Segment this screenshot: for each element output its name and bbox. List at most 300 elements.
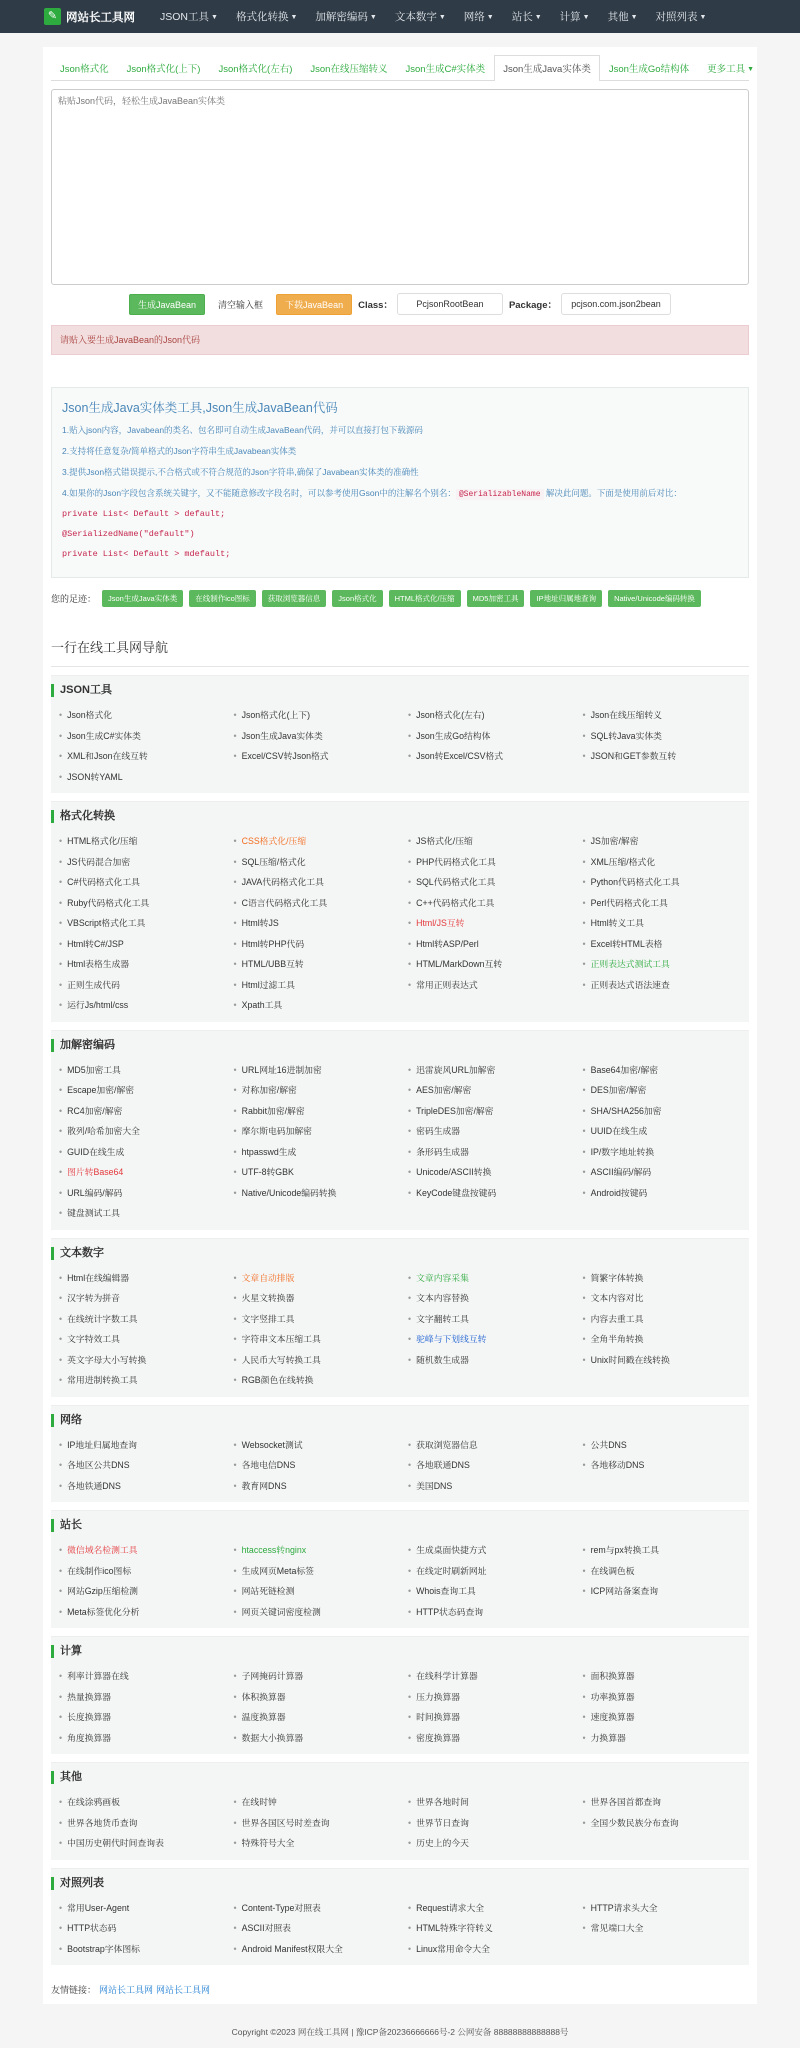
tool-link[interactable] (226, 1288, 401, 1309)
nav-item[interactable] (306, 9, 385, 24)
tool-link[interactable] (400, 1329, 575, 1350)
tool-link-label: XML压缩/格式化 (590, 856, 656, 867)
description-line: 3.提供Json格式错误提示,不合格式或不符合规范的Json字符串,确保了Javabean实体类的准确性 (62, 467, 419, 477)
tool-link[interactable] (400, 1435, 575, 1456)
tool-link[interactable] (575, 1268, 750, 1289)
tool-link[interactable] (226, 1142, 401, 1163)
tool-link-label: 美国DNS (416, 1480, 453, 1491)
tool-link[interactable] (226, 1080, 401, 1101)
bullet-icon: • (408, 1732, 412, 1743)
history-chip[interactable]: MD5加密工具 (467, 590, 525, 607)
tool-link[interactable] (400, 1121, 575, 1142)
tool-link[interactable] (226, 1666, 401, 1687)
tool-link[interactable] (400, 1728, 575, 1749)
tool-link[interactable] (400, 934, 575, 955)
bullet-icon: • (233, 1439, 237, 1450)
nav-item[interactable] (503, 9, 551, 24)
tool-link[interactable] (575, 1666, 750, 1687)
tool-link[interactable] (226, 1602, 401, 1623)
tool-link-label: htaccess转nginx (241, 1545, 307, 1555)
tool-link[interactable] (51, 767, 226, 788)
tool-link[interactable] (226, 1370, 401, 1391)
tool-link[interactable] (51, 1540, 226, 1561)
tool-link[interactable] (226, 1833, 401, 1854)
tool-link[interactable] (400, 1602, 575, 1623)
tool-link[interactable] (51, 1060, 226, 1081)
tool-link[interactable] (575, 852, 750, 873)
history-label: 您的足迹： (51, 594, 97, 604)
tool-link[interactable] (226, 934, 401, 955)
bullet-icon: • (408, 1126, 412, 1136)
tool-link[interactable] (51, 746, 226, 767)
tool-link-label: 力换算器 (590, 1732, 626, 1743)
tool-link[interactable] (51, 934, 226, 955)
tool-link[interactable] (226, 746, 401, 767)
bullet-icon: • (59, 1293, 63, 1303)
section-title: 对照列表 (51, 1877, 749, 1890)
tool-link-label: Json格式化 (67, 710, 113, 720)
friend-link[interactable]: 网站长工具网 (156, 1985, 211, 1995)
package-name-input[interactable] (561, 293, 671, 315)
class-label: Class： (358, 300, 393, 311)
nav-item[interactable] (647, 9, 716, 24)
tool-link[interactable] (400, 1162, 575, 1183)
tool-link[interactable] (400, 831, 575, 852)
bullet-icon: • (582, 1064, 586, 1075)
tool-link[interactable] (400, 1183, 575, 1204)
tool-link-label: AES加密/解密 (416, 1085, 472, 1095)
download-javabean-button[interactable]: 下载JavaBean (276, 294, 352, 315)
bullet-icon: • (582, 1691, 586, 1702)
tool-link[interactable] (575, 705, 750, 726)
bullet-icon: • (233, 1480, 237, 1491)
tool-link-label: 利率计算器在线 (67, 1671, 129, 1681)
tool-link-label: 正则表达式语法速查 (590, 979, 670, 990)
bullet-icon: • (233, 1126, 237, 1136)
tool-link[interactable] (400, 1476, 575, 1497)
tab-7[interactable] (600, 55, 698, 81)
tool-link[interactable] (226, 705, 401, 726)
history-chip[interactable]: Native/Unicode编码转换 (608, 590, 701, 607)
tool-link-label: 随机数生成器 (416, 1354, 469, 1365)
bullet-icon: • (233, 710, 237, 720)
tool-link[interactable] (575, 934, 750, 955)
tool-link[interactable] (51, 1602, 226, 1623)
tool-link[interactable] (226, 1581, 401, 1602)
tool-link[interactable] (226, 1939, 401, 1960)
tool-link[interactable] (51, 1162, 226, 1183)
history-chip[interactable]: 获取浏览器信息 (262, 590, 327, 607)
tool-link-label: 网页关键词密度检测 (241, 1606, 321, 1617)
tool-link[interactable] (400, 1101, 575, 1122)
wrench-icon: ✎ (44, 8, 61, 25)
tool-link[interactable] (400, 1455, 575, 1476)
bullet-icon: • (59, 1817, 63, 1828)
nav-item[interactable] (386, 9, 455, 24)
tool-link-label: 特殊符号大全 (241, 1838, 295, 1848)
tool-link-label: 常用正则表达式 (416, 979, 478, 990)
json-input[interactable] (51, 89, 749, 285)
tool-link[interactable] (400, 872, 575, 893)
nav-item[interactable] (599, 9, 647, 24)
tool-link-label: HTTP状态码 (67, 1923, 117, 1933)
bullet-icon: • (408, 1293, 412, 1303)
tool-link[interactable] (51, 1939, 226, 1960)
tool-grid (51, 1898, 749, 1960)
tool-link[interactable] (575, 872, 750, 893)
nav-item-label: JSON工具 (160, 11, 210, 23)
tab-3[interactable] (209, 55, 301, 81)
tool-link[interactable] (226, 831, 401, 852)
tool-link[interactable] (400, 954, 575, 975)
tool-link[interactable] (226, 1540, 401, 1561)
bullet-icon: • (59, 1126, 63, 1136)
clear-input-button[interactable]: 清空输入框 (209, 294, 272, 315)
tool-link[interactable] (575, 1792, 750, 1813)
tool-link[interactable] (51, 1080, 226, 1101)
tool-link[interactable] (226, 872, 401, 893)
tool-link[interactable] (51, 1183, 226, 1204)
tool-link-label: 全角半角转换 (590, 1334, 644, 1344)
tool-link[interactable] (226, 1918, 401, 1939)
tool-link[interactable] (226, 1728, 401, 1749)
tool-link[interactable] (400, 913, 575, 934)
tool-link[interactable] (400, 1080, 575, 1101)
tool-link[interactable] (575, 1060, 750, 1081)
history-chip[interactable]: 在线制作ico图标 (189, 590, 256, 607)
bullet-icon: • (582, 1586, 586, 1596)
nav-item-label: 格式化转换 (235, 11, 289, 23)
bullet-icon: • (408, 1565, 412, 1576)
tool-link-label: Android Manifest权限大全 (241, 1943, 343, 1954)
tool-link[interactable] (226, 1268, 401, 1289)
class-name-input[interactable] (397, 293, 503, 315)
tool-link[interactable] (575, 1918, 750, 1939)
tool-link[interactable] (400, 1687, 575, 1708)
tool-link[interactable] (51, 1666, 226, 1687)
tool-link[interactable] (400, 1833, 575, 1854)
tool-link[interactable] (51, 1687, 226, 1708)
tool-link[interactable] (400, 1350, 575, 1371)
tool-link[interactable] (226, 1329, 401, 1350)
tool-link[interactable] (575, 1435, 750, 1456)
tool-link[interactable] (575, 954, 750, 975)
tool-link[interactable] (400, 1060, 575, 1081)
tool-link[interactable] (400, 726, 575, 747)
bullet-icon: • (233, 1671, 237, 1681)
tool-link[interactable] (51, 1476, 226, 1497)
tool-section (51, 1510, 749, 1628)
tool-link[interactable] (400, 705, 575, 726)
tool-link-label: Android按键码 (590, 1187, 648, 1198)
tool-link[interactable] (575, 726, 750, 747)
tool-link-label: Json生成Java实体类 (241, 730, 323, 741)
tool-link[interactable] (226, 1455, 401, 1476)
tool-link[interactable] (226, 1687, 401, 1708)
nav-item[interactable] (151, 9, 227, 24)
tool-link[interactable] (51, 1813, 226, 1834)
tool-link-label: 在线定时刷新网址 (416, 1565, 487, 1576)
tool-link-label: Xpath工具 (241, 1000, 283, 1010)
tool-link[interactable] (575, 1329, 750, 1350)
tool-link-label: URL网址16进制加密 (241, 1064, 322, 1075)
tool-link[interactable] (400, 1142, 575, 1163)
tool-link[interactable] (226, 954, 401, 975)
bullet-icon: • (408, 918, 412, 928)
tool-link[interactable] (226, 975, 401, 996)
tab-label: Json生成Java实体类 (503, 64, 591, 75)
tool-section (51, 1868, 749, 1966)
tool-link[interactable] (51, 995, 226, 1016)
tool-link[interactable] (400, 1288, 575, 1309)
tool-link[interactable] (575, 1898, 750, 1919)
tool-link-label: Base64加密/解密 (590, 1064, 659, 1075)
tab-5[interactable] (396, 55, 494, 81)
bullet-icon: • (582, 1902, 586, 1913)
tool-link[interactable] (226, 1183, 401, 1204)
tool-link-label: Html转C#/JSP (67, 938, 124, 949)
tool-link[interactable] (575, 1455, 750, 1476)
tool-link[interactable] (575, 893, 750, 914)
tab-1[interactable] (51, 55, 118, 81)
tool-link[interactable] (400, 975, 575, 996)
tool-link[interactable] (575, 1183, 750, 1204)
tool-link[interactable] (51, 1350, 226, 1371)
bullet-icon: • (233, 730, 237, 741)
tool-link[interactable] (400, 852, 575, 873)
tool-link[interactable] (575, 1561, 750, 1582)
tool-link[interactable] (226, 1435, 401, 1456)
tool-grid (51, 1435, 749, 1497)
tool-link[interactable] (226, 1101, 401, 1122)
tool-link[interactable] (575, 1101, 750, 1122)
tool-link[interactable] (51, 1309, 226, 1330)
tool-link[interactable] (575, 975, 750, 996)
tool-link[interactable] (51, 1288, 226, 1309)
tool-link-label: 散列/哈希加密大全 (67, 1126, 140, 1136)
history-chip[interactable]: Json生成Java实体类 (102, 590, 183, 607)
bullet-icon: • (233, 1354, 237, 1365)
nav-item[interactable] (455, 9, 503, 24)
tool-link[interactable] (51, 1561, 226, 1582)
tool-link-label: DES加密/解密 (590, 1085, 647, 1095)
caret-down-icon: ▼ (699, 13, 707, 21)
friend-link[interactable]: 网站长工具网 (99, 1985, 154, 1995)
tool-link[interactable] (575, 1687, 750, 1708)
tool-link-label: 世界节日查询 (416, 1817, 469, 1828)
tool-link-label: 密度换算器 (416, 1732, 461, 1743)
annotation-code: @SerializableName (456, 489, 544, 500)
tool-link[interactable] (400, 1792, 575, 1813)
nav-item[interactable] (551, 9, 599, 24)
tool-link-label: HTML特殊字符转义 (416, 1923, 493, 1933)
tool-link[interactable] (226, 1309, 401, 1330)
tool-link-label: XML和Json在线互转 (67, 751, 148, 761)
tool-link[interactable] (51, 1792, 226, 1813)
tool-link[interactable] (400, 1918, 575, 1939)
tool-link[interactable] (400, 1540, 575, 1561)
tool-link[interactable] (400, 1309, 575, 1330)
tool-link[interactable] (51, 1728, 226, 1749)
tool-link-label: 各地联通DNS (416, 1460, 470, 1470)
tab-8[interactable] (698, 55, 763, 81)
tool-link-label: 在线时钟 (241, 1797, 277, 1807)
bullet-icon: • (59, 1460, 63, 1470)
tool-link[interactable] (400, 893, 575, 914)
tool-link[interactable] (575, 1288, 750, 1309)
tool-link[interactable] (51, 1101, 226, 1122)
history-chip[interactable]: HTML格式化/压缩 (389, 590, 461, 607)
tab-6[interactable] (494, 55, 600, 81)
tool-link-label: 在线涂鸦画板 (67, 1797, 120, 1807)
bullet-icon: • (59, 1732, 63, 1743)
bullet-icon: • (408, 938, 412, 949)
tool-link[interactable] (51, 1707, 226, 1728)
bullet-icon: • (582, 979, 586, 990)
tool-link[interactable] (226, 1707, 401, 1728)
tool-link[interactable] (51, 852, 226, 873)
tool-link[interactable] (51, 1121, 226, 1142)
tool-link[interactable] (575, 1728, 750, 1749)
tool-link-label: 历史上的今天 (416, 1838, 469, 1848)
tool-link[interactable] (575, 746, 750, 767)
tool-link[interactable] (226, 1121, 401, 1142)
tool-link-label: MD5加密工具 (67, 1064, 121, 1075)
tool-link[interactable] (575, 1309, 750, 1330)
tool-link[interactable] (226, 1060, 401, 1081)
tab-label: Json在线压缩转义 (310, 64, 388, 75)
tool-link[interactable] (226, 1813, 401, 1834)
tool-link[interactable] (51, 1581, 226, 1602)
tool-link[interactable] (226, 1898, 401, 1919)
tool-link-label: Perl代码格式化工具 (590, 897, 668, 908)
caret-down-icon: ▼ (582, 13, 590, 21)
tool-link[interactable] (575, 831, 750, 852)
tool-link[interactable] (400, 1707, 575, 1728)
tool-link[interactable] (575, 1707, 750, 1728)
tab-4[interactable] (301, 55, 396, 81)
tool-link[interactable] (575, 1581, 750, 1602)
tool-section (51, 801, 749, 1022)
tool-link-label: 正则生成代码 (67, 979, 120, 990)
tool-link[interactable] (226, 995, 401, 1016)
tool-link[interactable] (51, 831, 226, 852)
tool-link-label: Html转JS (241, 918, 279, 928)
tool-link[interactable] (226, 1350, 401, 1371)
tool-link[interactable] (51, 1833, 226, 1854)
brand[interactable] (44, 8, 135, 25)
tool-link-label: 世界各国区号时差查询 (241, 1817, 330, 1828)
tool-link-label: 子网掩码计算器 (241, 1671, 304, 1681)
tool-link[interactable] (575, 1350, 750, 1371)
bullet-icon: • (408, 1105, 412, 1116)
tool-link-label: 文字特效工具 (67, 1334, 120, 1344)
tool-link[interactable] (575, 1540, 750, 1561)
bullet-icon: • (408, 1334, 412, 1344)
tool-link[interactable] (51, 1435, 226, 1456)
tool-link[interactable] (226, 852, 401, 873)
tool-link-label: 对称加密/解密 (241, 1085, 297, 1095)
tool-link[interactable] (400, 1268, 575, 1289)
tool-link-label: 角度换算器 (67, 1732, 112, 1743)
bullet-icon: • (59, 1208, 63, 1218)
tool-link[interactable] (51, 913, 226, 934)
generate-javabean-button[interactable]: 生成JavaBean (129, 294, 205, 315)
tool-link[interactable] (400, 1898, 575, 1919)
bullet-icon: • (582, 856, 586, 867)
tool-link[interactable] (226, 913, 401, 934)
tool-link[interactable] (400, 1939, 575, 1960)
tool-link[interactable] (226, 726, 401, 747)
tool-link[interactable] (51, 954, 226, 975)
tool-link[interactable] (51, 893, 226, 914)
tool-link[interactable] (51, 1918, 226, 1939)
tool-link[interactable] (575, 1813, 750, 1834)
tool-link[interactable] (51, 1203, 226, 1224)
tool-link[interactable] (575, 1121, 750, 1142)
tool-link[interactable] (226, 1561, 401, 1582)
tool-grid (51, 1540, 749, 1622)
tool-link[interactable] (51, 1898, 226, 1919)
tool-link[interactable] (400, 1561, 575, 1582)
tab-2[interactable] (118, 55, 210, 81)
bullet-icon: • (408, 897, 412, 908)
tool-link[interactable] (575, 1162, 750, 1183)
tool-link[interactable] (51, 1142, 226, 1163)
tool-link-label: ASCII编码/解码 (590, 1167, 652, 1177)
tool-link[interactable] (575, 1142, 750, 1163)
bullet-icon: • (582, 1923, 586, 1933)
bullet-icon: • (582, 1313, 586, 1324)
tool-link[interactable] (51, 975, 226, 996)
bullet-icon: • (59, 1712, 63, 1722)
tool-link[interactable] (400, 1813, 575, 1834)
tool-link[interactable] (51, 705, 226, 726)
history-chip[interactable]: Json格式化 (332, 590, 382, 607)
tool-link[interactable] (51, 1268, 226, 1289)
tool-link[interactable] (226, 1476, 401, 1497)
bullet-icon: • (59, 1923, 63, 1933)
tool-link-label: VBScript格式化工具 (67, 918, 146, 928)
bullet-icon: • (408, 1691, 412, 1702)
nav-item-label: 文本数字 (394, 11, 437, 23)
tool-link[interactable] (575, 1080, 750, 1101)
tool-grid (51, 705, 749, 787)
tool-link[interactable] (51, 726, 226, 747)
bullet-icon: • (233, 1923, 237, 1933)
tool-link[interactable] (575, 913, 750, 934)
tool-card (43, 47, 757, 2004)
tool-link-label: htpasswd生成 (241, 1146, 297, 1157)
tool-link[interactable] (51, 1370, 226, 1391)
tool-link[interactable] (400, 1581, 575, 1602)
history-chip[interactable]: IP地址归属地查询 (530, 590, 602, 607)
tool-section (51, 1238, 749, 1397)
tool-link[interactable] (226, 893, 401, 914)
tool-link[interactable] (400, 746, 575, 767)
tool-link[interactable] (226, 1792, 401, 1813)
bullet-icon: • (582, 877, 586, 887)
tool-link[interactable] (51, 1455, 226, 1476)
tool-link[interactable] (400, 1666, 575, 1687)
tool-link[interactable] (51, 1329, 226, 1350)
tool-link-label: 常用User-Agent (67, 1902, 130, 1913)
bullet-icon: • (233, 1167, 237, 1177)
tool-link[interactable] (51, 872, 226, 893)
nav-item[interactable] (227, 9, 306, 24)
tool-link[interactable] (226, 1162, 401, 1183)
nav-item-label: 站长 (511, 11, 533, 23)
